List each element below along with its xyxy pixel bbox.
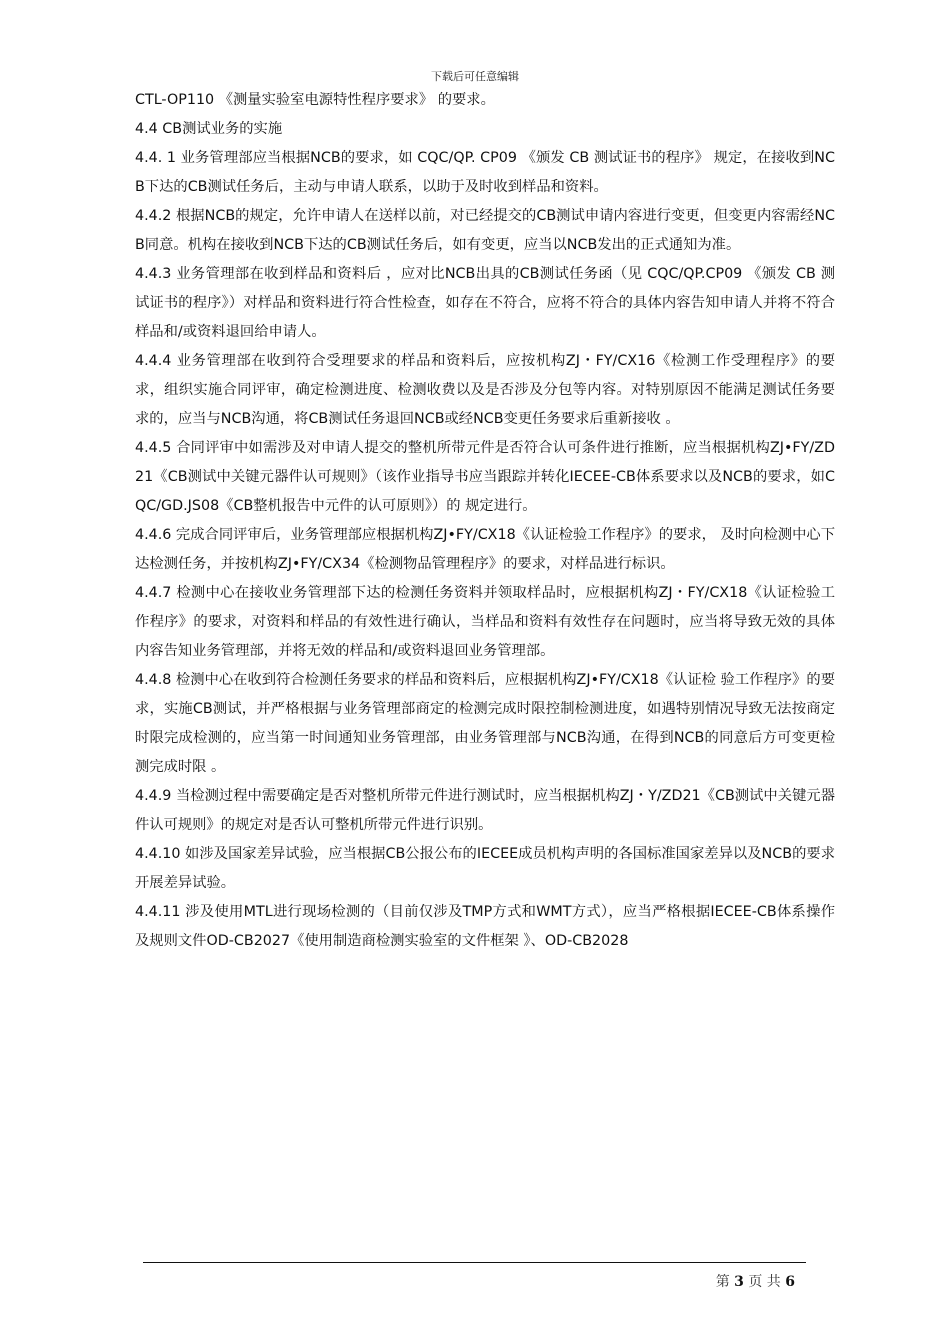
paragraph: 4.4.10 如涉及国家差异试验，应当根据CB公报公布的IECEE成员机构声明的各国标准国家差异以及NCB的要求开展差异试验。 xyxy=(135,846,835,891)
paragraph: 4.4.9 当检测过程中需要确定是否对整机所带元件进行测试时，应当根据机构ZJ・Y/ZD21《CB测试中关键元器件认可规则》的规定对是否认可整机所带元件进行识别。 xyxy=(135,788,835,833)
paragraph: 4.4.11 涉及使用MTL进行现场检测的（目前仅涉及TMP方式和WMT方式），应当严格根据IECEE-CB体系操作及规则文件OD-CB2027《使用制造商检测实验室的文件框架 》、OD-CB2028 xyxy=(135,904,835,949)
paragraph: 4.4.2 根据NCB的规定，允许申请人在送样以前，对已经提交的CB测试申请内容进行变更，但变更内容需经NCB同意。机构在接收到NCB下达的CB测试任务后，如有变更，应当以NCB发出的正式通知为准。 xyxy=(135,208,835,253)
page-mid: 页 共 xyxy=(748,1274,781,1290)
page-prefix: 第 xyxy=(715,1274,730,1290)
paragraph: 4.4.6 完成合同评审后，业务管理部应根据机构ZJ•FY/CX18《认证检验工作程序》的要求， 及时向检测中心下达检测任务，并按机构ZJ•FY/CX34《检测物品管理程序》的要求，对样品进行标识。 xyxy=(135,527,835,572)
paragraph: CTL-OP110 《测量实验室电源特性程序要求》 的要求。 xyxy=(135,92,495,108)
footer-divider xyxy=(143,1262,806,1263)
document-body xyxy=(135,86,835,956)
total-pages: 6 xyxy=(785,1274,795,1290)
header-note: 下载后可任意编辑 xyxy=(431,70,519,83)
paragraph: 4.4.3 业务管理部在收到样品和资料后 ，应对比NCB出具的CB测试任务函（见 CQC/QP.CP09 《颁发 CB 测试证书的程序》）对样品和资料进行符合性检查，如存在不符合，应将不符合的具体内容告知申请人并将不符合样品和/或资料退回给申请人。 xyxy=(135,266,835,340)
paragraph: 4.4.4 业务管理部在收到符合受理要求的样品和资料后，应按机构ZJ・FY/CX16《检测工作受理程序》的要求，组织实施合同评审，确定检测进度、检测收费以及是否涉及分包等内容。对特别原因不能满足测试任务要求的，应当与NCB沟通，将CB测试任务退回NCB或经NCB变更任务要求后重新接收 。 xyxy=(135,353,835,427)
paragraph: 4.4.8 检测中心在收到符合检测任务要求的样品和资料后，应根据机构ZJ•FY/CX18《认证检 验工作程序》的要求，实施CB测试，并严格根据与业务管理部商定的检测完成时限控制检测进度，如遇特别情况导致无法按商定时限完成检测的，应当第一时间通知业务管理部，由业务管理部与NCB沟通，在得到NCB的同意后方可变更检测完成时限 。 xyxy=(135,672,835,775)
paragraph: 4.4.7 检测中心在接收业务管理部下达的检测任务资料并领取样品时，应根据机构ZJ・FY/CX18《认证检验工作程序》的要求，对资料和样品的有效性进行确认，当样品和资料有效性存在问题时，应当将导致无效的具体内容告知业务管理部，并将无效的样品和/或资料退回业务管理部。 xyxy=(135,585,835,659)
current-page: 3 xyxy=(734,1274,744,1290)
page-number xyxy=(716,1271,795,1291)
paragraph: 4.4.5 合同评审中如需涉及对申请人提交的整机所带元件是否符合认可条件进行推断，应当根据机构ZJ•FY/ZD21《CB测试中关键元器件认可规则》（该作业指导书应当跟踪并转化IECEE-CB体系要求以及NCB的要求，如CQC/GD.JS08《CB整机报告中元件的认可原则》）的 规定进行。 xyxy=(135,440,835,514)
section-heading: 4.4 CB测试业务的实施 xyxy=(135,121,283,137)
paragraph: 4.4. 1 业务管理部应当根据NCB的要求，如 CQC/QP. CP09 《颁发 CB 测试证书的程序》 规定，在接收到NCB下达的CB测试任务后，主动与申请人联系，以助于及时收到样品和资料。 xyxy=(135,150,835,195)
